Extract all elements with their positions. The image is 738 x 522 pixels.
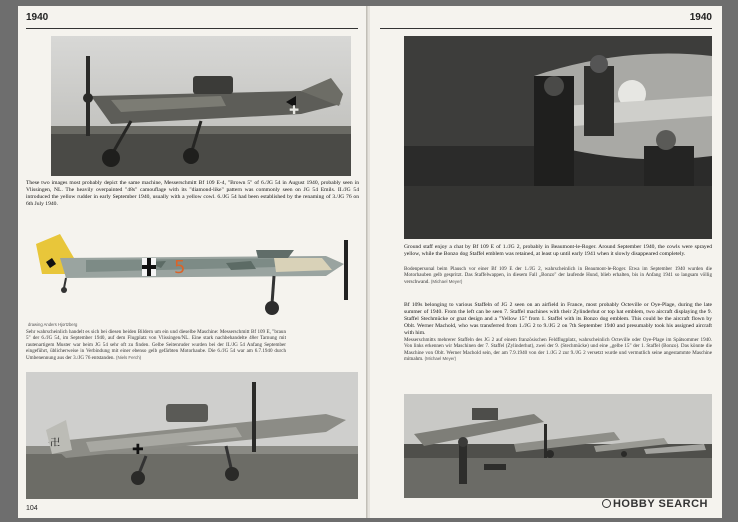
profile-number-5: 5 <box>174 257 186 278</box>
year-heading-right: 1940 <box>689 12 712 23</box>
caption-german-1-text: Sehr wahrscheinlich handelt es sich bei diesen beiden Bildern um ein und dieselbe Maschine: Messerschmitt Bf 109 E, "braun 5" der 6./JG 54, im September 1940, auf dem Flugplatz von Vlissingen/NL. Eine stark nachbehandelte 48er Tarnung mit rautenartigem Muster war beim JG 54 sehr oft zu finden. Gelbe Seitenruder wurden bei der II./JG 54 Anfang September eingeführt, üblicherweise in Verbindung mit einer ebenso gelb gefärbten Motorhaube. Die 6./JG 54 war am 6.7.1940 durch Umbenennung aus der 3./JG 76 entstanden. <box>26 329 286 361</box>
year-heading-left: 1940 <box>26 12 49 23</box>
watermark <box>602 498 708 510</box>
left-page <box>18 6 368 518</box>
photo-jg2-airfield <box>404 394 712 498</box>
right-page <box>370 6 722 518</box>
header-rule-right <box>380 28 712 29</box>
caption-german-2 <box>404 266 712 285</box>
caption-german-2-text: Bodenpersonal beim Plausch vor einer Bf 109 E der 1./JG 2, wahrscheinlich in Beaumont-le-Roger. Etwa im September 1940 wurden die Motorhauben gelb gespritzt. Das Staffelwappen, in diesem Fall „Bonzo" der laufende Hund, blieb erhalten, bis in Anfang 1941 so langsam völlig verschwand. <box>404 266 712 285</box>
caption-german-2-credit: (Michael Meyer) <box>430 278 463 284</box>
svg-text:✚: ✚ <box>132 442 144 458</box>
caption-german-3-text: Messerschmitts mehrerer Staffeln des JG 2 auf einem französischen Feldflugplatz, wahrscheinlich Octeville oder Oye-Plage im Spätsommer 1940. Von links erkennen wir Maschinen der 7. Staffel (Zylinderhut), zwei der 9. (Stechmücke) und eine „gelbe 15" der 1. Staffel (Bonzo). Das könnte die Maschine von Oblt. Werner Machold sein, der am 7.9.1940 von der 1./JG 2 zur 9./JG 2 versetzt wurde und vermutlich seine angestammte Maschine mitnahm. <box>404 337 712 363</box>
svg-text:卍: 卍 <box>50 438 60 449</box>
page-number: 104 <box>26 505 38 512</box>
watermark-text: HOBBY SEARCH <box>612 498 708 510</box>
photo-ground-staff-chat <box>404 36 712 239</box>
caption-english-1: These two images most probably depict the same machine, Messerschmitt Bf 109 E-4, "Brown 5" of 6./JG 54 in August 1940, probably seen in Vlissingen, NL. The heavily overpainted "48s" camouflage with its "diamond-like" pattern was commonly seen on JG 54 Emils. II./JG 54 introduced the yellow rudder in early September 1940, usually with a yellow cowl. 6./JG 54 had been established by the renaming of 3./JG 76 on 6th July 1940. <box>26 180 359 207</box>
svg-text:✚: ✚ <box>289 103 300 117</box>
caption-english-2: Ground staff enjoy a chat by Bf 109 E of 1./JG 2, probably in Beaumont-le-Roger. Around September 1940, the cowls were sprayed yellow, while the Bonzo dog Staffel emblem was retained, at least up until early 1941 when it slowly disappeared completely. <box>404 244 712 257</box>
drawing-credit: drawing Anders Hjortzberg <box>28 322 78 327</box>
watermark-logo-icon <box>602 499 611 508</box>
caption-german-3 <box>404 337 712 363</box>
caption-german-1 <box>26 329 286 361</box>
caption-german-1-credit: (Niels Ferch) <box>115 354 142 360</box>
photo-bf109-grass-field <box>51 36 351 176</box>
photo-bf109-airfield-left <box>26 372 358 499</box>
caption-english-3: Bf 109s belonging to various Staffeln of JG 2 seen on an airfield in France, most probably Octeville or Oye-Plage, during the late summer of 1940. From the left can be seen 7. Staffel machines with their Zylinderhut or top hat emblem, two aircraft displaying the 9. Staffel Stechmücke or gnat design and a "Yellow 15" from 1. Staffel with its Bonzo dog emblem. This could be the aircraft flown by Oblt. Werner Machold, who was transferred from 1./JG 2 to 9./JG 2 on 7th September 1940 and presumably took his assigned aircraft with him. <box>404 302 712 336</box>
caption-german-3-credit: (Michael Meyer) <box>424 356 457 362</box>
profile-drawing-bf109 <box>26 228 359 320</box>
header-rule-left <box>26 28 358 29</box>
